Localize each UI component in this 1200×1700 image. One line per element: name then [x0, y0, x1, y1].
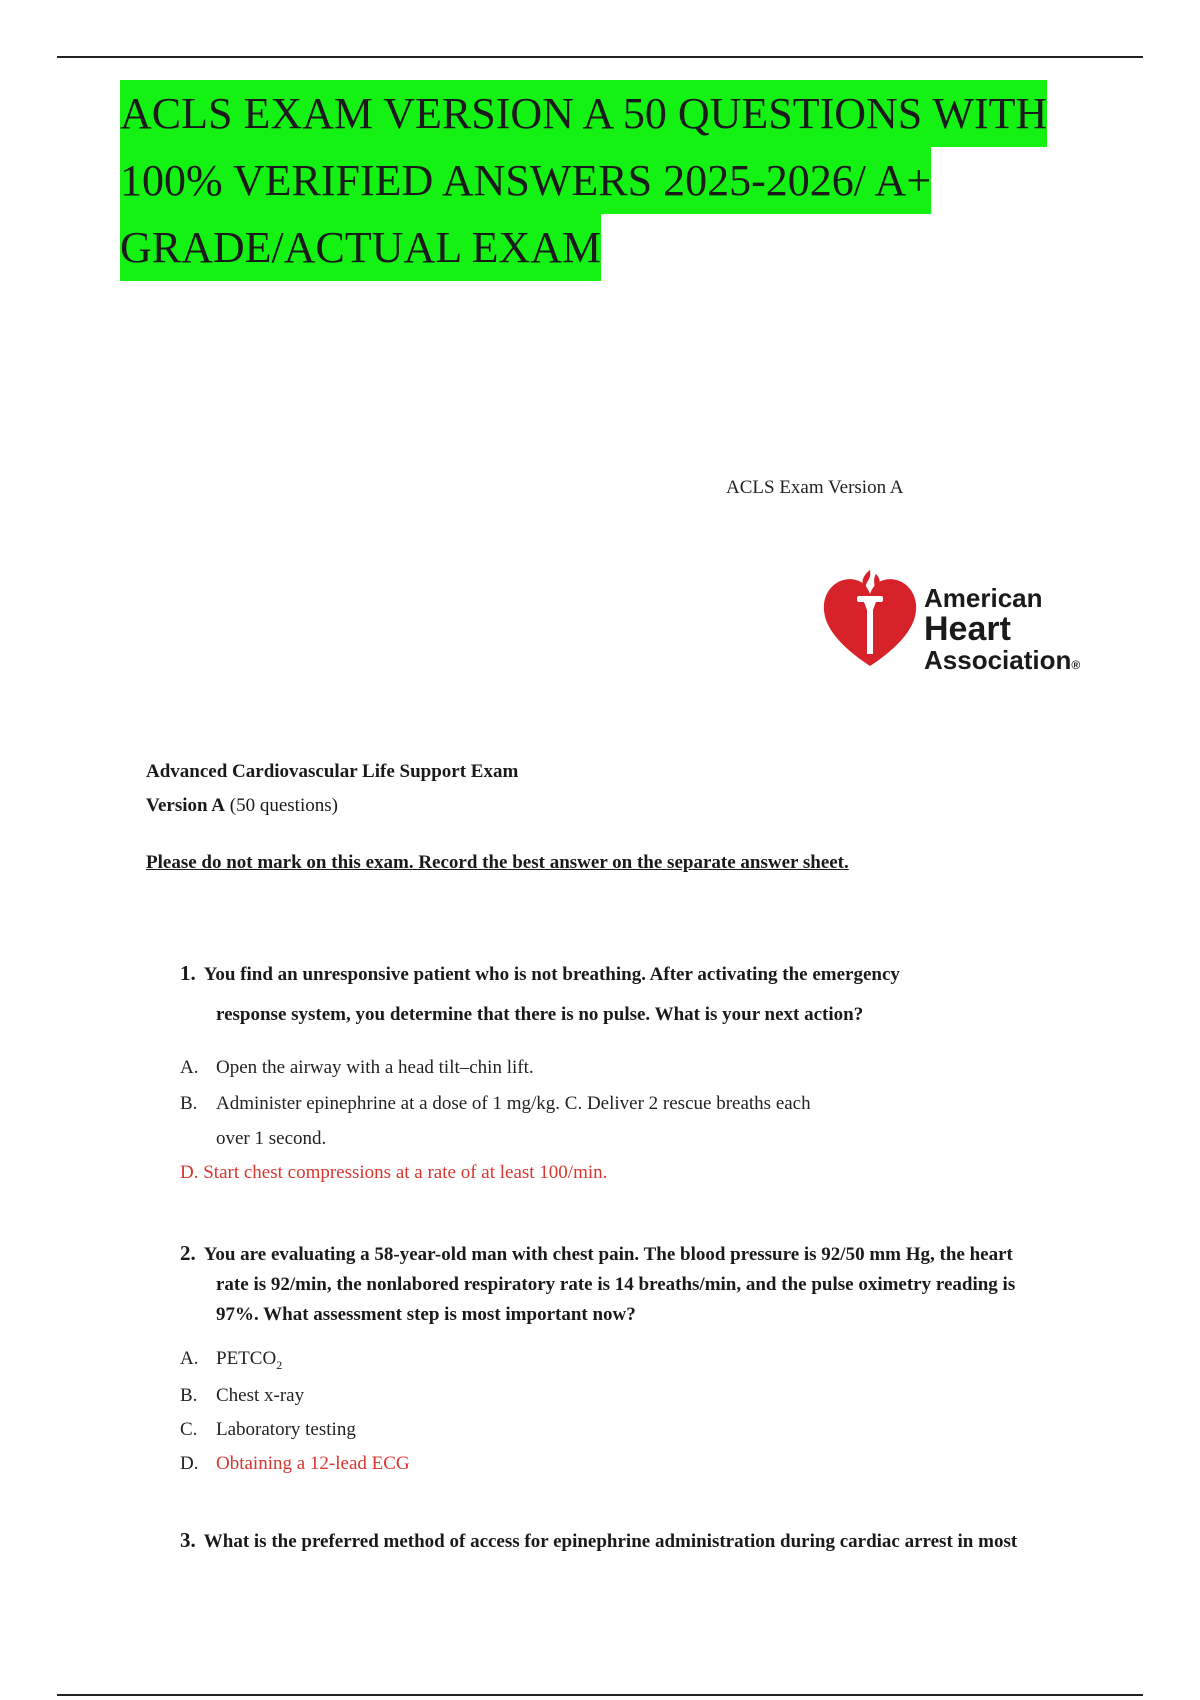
- question-2-option-d-answer: Obtaining a 12-lead ECG: [216, 1453, 410, 1474]
- exam-version: Version A (50 questions): [146, 795, 338, 816]
- question-2-option-d: D. Obtaining a 12-lead ECG: [180, 1453, 410, 1474]
- aha-logo: [820, 566, 1090, 676]
- question-1-option-a: A. Open the airway with a head tilt–chin lift.: [180, 1057, 534, 1078]
- exam-instruction: Please do not mark on this exam. Record the best answer on the separate answer sheet.: [146, 852, 849, 873]
- logo-line-association: Association®: [924, 645, 1081, 675]
- logo-line-heart: Heart: [924, 610, 1011, 648]
- title-line-2: 100% VERIFIED ANSWERS 2025-2026/ A+: [120, 147, 931, 214]
- question-2-option-b: B. Chest x-ray: [180, 1385, 305, 1406]
- bottom-rule: [57, 1694, 1143, 1696]
- question-2-number: 2.: [180, 1241, 196, 1265]
- exam-version-label: ACLS Exam Version A: [726, 477, 904, 498]
- question-1-option-d-answer: D. Start chest compressions at a rate of at least 100/min.: [180, 1162, 608, 1183]
- heart-torch-icon: [820, 566, 920, 676]
- question-1-stem: 1. You find an unresponsive patient who is not breathing. After activating the emergency response system, you determine that there is no pulse. What is your next action?: [180, 961, 900, 1025]
- aha-logo-text: [924, 583, 1080, 681]
- question-1-option-b: B. Administer epinephrine at a dose of 1 mg/kg. C. Deliver 2 rescue breaths each: [180, 1093, 811, 1114]
- question-1-option-b-continued: over 1 second.: [216, 1128, 327, 1149]
- question-3-stem: 3. What is the preferred method of access for epinephrine administration during cardiac arrest in most: [180, 1528, 1018, 1552]
- exam-name: Advanced Cardiovascular Life Support Exam: [146, 761, 519, 782]
- question-3-number: 3.: [180, 1528, 196, 1552]
- question-2-option-a: A. $PETCO_2$: [180, 1348, 283, 1372]
- registered-mark: ®: [1071, 658, 1081, 672]
- document-title: [120, 80, 1080, 281]
- question-1-number: 1.: [180, 961, 196, 985]
- question-2-option-c: C. Laboratory testing: [180, 1419, 356, 1440]
- title-line-3: GRADE/ACTUAL EXAM: [120, 214, 601, 281]
- question-2-stem: 2. You are evaluating a 58-year-old man with chest pain. The blood pressure is 92/50 mm Hg, the heart rate is 92/min, the nonlabored respiratory rate is 14 breaths/min, and the pulse oximetry reading is 97%. What assessment step is most important now?: [180, 1241, 1016, 1325]
- title-line-1: ACLS EXAM VERSION A 50 QUESTIONS WITH: [120, 80, 1047, 147]
- logo-line-american: American: [924, 583, 1043, 613]
- top-rule: [57, 56, 1143, 58]
